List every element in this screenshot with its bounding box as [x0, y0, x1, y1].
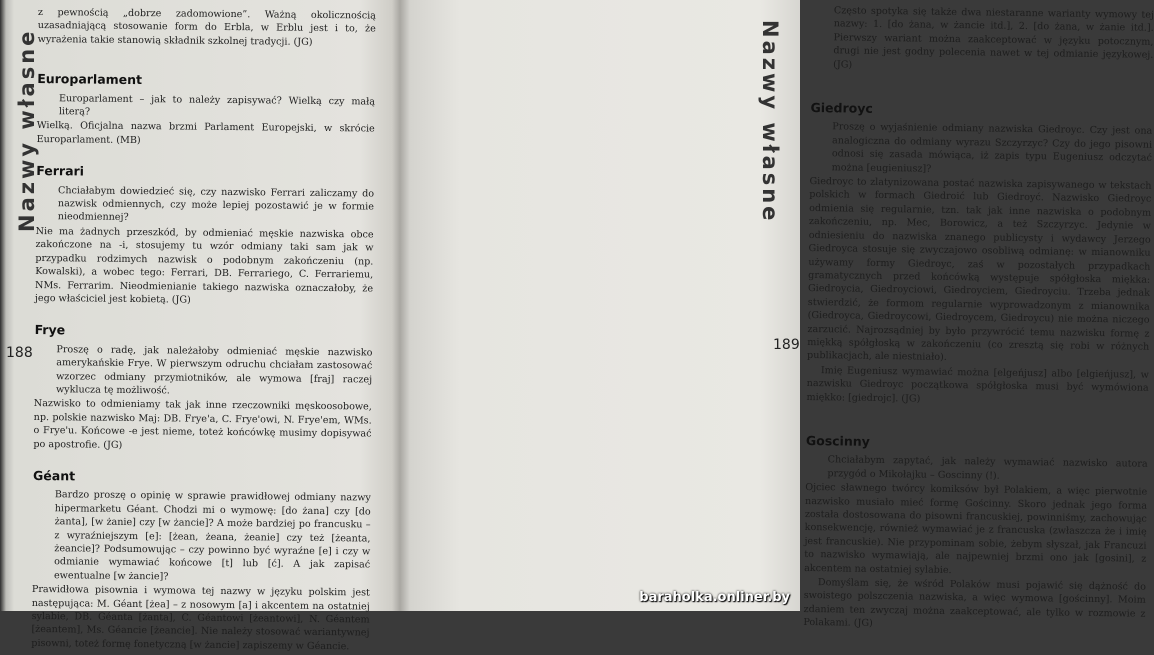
entry-heading-geant: Géant	[33, 467, 76, 484]
answer-paragraph: Prawidłowa pisownia i wymowa tej nazwy w języku polskim jest następująca: M. Géant [żea] – z nosowym [a] i akcentem na ostatniej sylabie, DB. Géanta [żanta], C. Géantowi [żeantowi], N. Géantem [żeantem], Ms. Géancie [żeancie]. Nie należy stosować wariantywnej pisowni, toteż formę fonetyczną [w żancie] zapiszemy w Géancie.	[31, 584, 370, 653]
question-paragraph: Chciałabym zapytać, jak należy wymawiać nazwisko autora przygód o Mikołajku – Goscinny (!).	[827, 454, 1148, 482]
paragraph: Często spotyka się także dwa niestaranne warianty wymowy tej nazwy: 1. [do żana, w żancie itd.], 2. [do żana, w żanie itd.]. Pierwszy wariant można zaakceptować w języku potocznym, drugi nie jest godny polecenia nawet w tej odmianie językowej. (JG)	[833, 5, 1154, 71]
answer-paragraph: Domyślam się, że wśród Polaków musi pojawić się dążność do swoistego polszczenia nazwiska, a więc wymowa [gościnny]. Moim zdaniem ten zwyczaj można zaakceptować, ale tylko w rozmowie z Polakami. (JG)	[803, 577, 1146, 630]
question-paragraph: Europarlament – jak to należy zapisywać? Wielką czy małą literą?	[58, 92, 376, 118]
answer-paragraph: Giedroyc to zlatynizowana postać nazwiska zapisywanego w tekstach polskich w formach Giedroić lub Giedroyć. Nazwisko Giedroyc odmienia się regularnie, tzn. tak jak inne nazwiska o podobnym zakończeniu, np. Mec, Borowicz, a też Szczyrzyc. Jedynie w odniesieniu do nazwiska znanego publicysty i wydawcy Jerzego Giedroyca stosuje się zwyczajowo osobliwą odmianę: w mianowniku używamy formy Giedroyc, zaś w pozostałych przypadkach gramatycznych przed końcówką występuje spółgłoska miękka: Giedroycia, Giedroyciowi, Giedroyciem, Giedroyciu. Trzeba jednak stwierdzić, że formom regularnie wyprowadzonym z mianownika (Giedroyca, Giedroycowi, Giedroycem, Giedroycu) nie można niczego zarzucić. Najrozsądniej by było przywrócić temu nazwisku formę z miękką spółgłoską w zakończeniu (co zresztą się robi w różnych publikacjach, ale niestniało).	[807, 176, 1152, 364]
answer-paragraph: Nazwisko to odmieniamy tak jak inne rzeczowniki męskoosobowe, np. polskie nazwisko Maj: DB. Frye'a, C. Frye'owi, N. Frye'em, WMs. o Frye'u. Końcowe -e jest nieme, toteż końcówkę musimy dopisywać po apostrofie. (JG)	[33, 398, 372, 451]
entry-heading-europarlament: Europarlament	[37, 71, 143, 88]
question-paragraph: Bardzo proszę o opinię w sprawie prawidłowej odmiany nazwy hipermarketu Géant. Chodzi mi o wymowę: [do żana] czy [do żanta], [w żanie] czy [w żancie]? A może bardziej po francusku – z wyraźniejszym [e]: [żean, żeana, żeanie] czy też [żeanta, żeancie]? Podsumowując – czy powinno być wyraźne [e] i czy w odmianie wymawiać końcowe [t] lub [ć]. A jak zapisać ewentualne [w żancie]?	[53, 489, 371, 583]
answer-paragraph: Ojciec sławnego twórcy komiksów był Polakiem, a więc pierwotnie nazwisko musiało mieć formę Gościnny. Skoro jednak jego forma została dostosowana do pisowni francuskiej, powinniśmy, zachowując konsekwencję, również wymawiać je z francuska (zwłaszcza że i imię jest francuskie). Nie przypominam sobie, żebym słyszał, jak Francuzi to nazwisko wymawiają, ale najpewniej brzmi ono jak [gosini], z akcentem na ostatniej sylabie.	[804, 482, 1148, 576]
right-page-number: 189	[773, 337, 800, 353]
entry-heading-frye: Frye	[34, 322, 66, 338]
left-text-column	[31, 6, 376, 655]
right-page	[400, 0, 1154, 630]
paragraph: z pewnością „dobrze zadomowione”. Ważną okolicznością uzasadniającą stosowanie form do Erbla, w Erblu jest i to, że wyrażenia takie stanowią składnik szkolnej tradycji. (JG)	[37, 6, 376, 48]
left-page: Nazwy własne 188 z pewnością „dobrze zadomowione”. Ważną okolicznością uzasadniającą stosowanie form do Erbla, w Erblu jest i to, że wyrażenia takie stanowią składnik szkolnej tradycji. (JG) Europarlament Europarlament – jak to należy zapisywać? Wielką czy małą literą? Wielką. Oficjalna nazwa brzmi Parlament Europejski, w skrócie Europarlament. (MB) Ferrari Chciałabym dowiedzieć się, czy nazwisko Ferrari zaliczamy do nazwisk odmiennych, czy może lepiej pozostawić je w formie nieodmiennej? Nie ma żadnych przeszkód, by odmieniać męskie nazwiska obce zakończone na -i, stosujemy tu wzór odmiany taki sam jak w przypadku rodzimych nazwisk o podobnym zakończeniu (np. Kowalski), a wobec tego: Ferrari, DB. Ferrariego, C. Ferrariemu, NMs. Ferrarim. Nieodmienianie takiego nazwiska oznaczałoby, że jego właściciel jest kobietą. (JG) Frye Proszę o radę, jak należałoby odmieniać męskie nazwisko amerykańskie Frye. W pierwszym odruchu chciałam zastosować wzorzec odmiany przymiotników, ale wymowa [fraj] raczej wyklucza tę możliwość. Nazwisko to odmieniamy tak jak inne rzeczowniki męskoosobowe, np. polskie nazwisko Maj: DB. Frye'a, C. Frye'owi, N. Frye'em, WMs. o Frye'u. Końcowe -e jest nieme, toteż końcówkę musimy dopisywać po apostrofie. (JG) Géant Bardzo proszę o opinię w sprawie prawidłowej odmiany nazwy hipermarketu Géant. Chodzi mi o wymowę: [do żana] czy [do żanta], [w żanie] czy [w żancie]? A może bardziej po francusku – z wyraźniejszym [e]: [żean, żeana, żeanie] czy też [żeanta, żeancie]? Podsumowując – czy powinno być wyraźne [e] i czy w odmianie wymawiać końcowe [t] lub [ć]. A jak zapisać ewentualne [w żancie]? Prawidłowa pisownia i wymowa tej nazwy w języku polskim jest następująca: M. Géant [żea] – z nosowym [a] i akcentem na ostatniej sylabie, DB. Géanta [żanta], C. Géantowi [żeantowi], N. Géantem [żeantem], Ms. Géancie [żeancie]. Nie należy stosować wariantywnej pisowni, toteż formę fonetyczną [w żancie] zapiszemy w Géancie.	[0, 0, 398, 611]
question-paragraph: Proszę o radę, jak należałoby odmieniać męskie nazwisko amerykańskie Frye. W pierwszym odruchu chciałam zastosować wzorzec odmiany przymiotników, ale wymowa [fraj] raczej wyklucza tę możliwość.	[55, 343, 373, 397]
answer-paragraph: Imię Eugeniusz wymawiać można [elgeńjusz] albo [elgieńjusz], w nazwisku Giedroyc początkowa spółgłoska musi być wymówiona miękko: [giedrojc]. (JG)	[806, 364, 1149, 405]
site-watermark: baraholka.onliner.by	[639, 590, 790, 605]
answer-paragraph: Wielką. Oficjalna nazwa brzmi Parlament Europejski, w skrócie Europarlament. (MB)	[36, 120, 375, 146]
answer-paragraph: Nie ma żadnych przeszkód, by odmieniać męskie nazwiska obce zakończone na -i, stosujemy tu wzór odmiany taki sam jak w przypadku rodzimych nazwisk o podobnym zakończeniu (np. Kowalski), a wobec tego: Ferrari, DB. Ferrariego, C. Ferrariemu, NMs. Ferrarim. Nieodmienianie takiego nazwiska oznaczałoby, że jego właściciel jest kobietą. (JG)	[34, 225, 374, 306]
right-running-title: Nazwy własne	[758, 20, 782, 224]
right-text-column	[803, 4, 1154, 635]
entry-heading-giedroyc: Giedroyc	[810, 100, 873, 116]
entry-heading-ferrari: Ferrari	[36, 163, 85, 179]
question-paragraph: Proszę o wyjaśnienie odmiany nazwiska Giedroyc. Czy jest ona analogiczna do odmiany wyrazu Szczyrzyc? Czy do jego pisowni odnosi się zasada mówiąca, iż zapis typu Eugeniusz odczytać można [eugieniusz]?	[831, 121, 1153, 175]
left-page-number: 188	[6, 345, 33, 361]
entry-heading-goscinny: Goscinny	[805, 432, 870, 449]
question-paragraph: Chciałabym dowiedzieć się, czy nazwisko Ferrari zaliczamy do nazwisk odmiennych, czy może lepiej pozostawić je w formie nieodmiennej?	[57, 184, 375, 224]
